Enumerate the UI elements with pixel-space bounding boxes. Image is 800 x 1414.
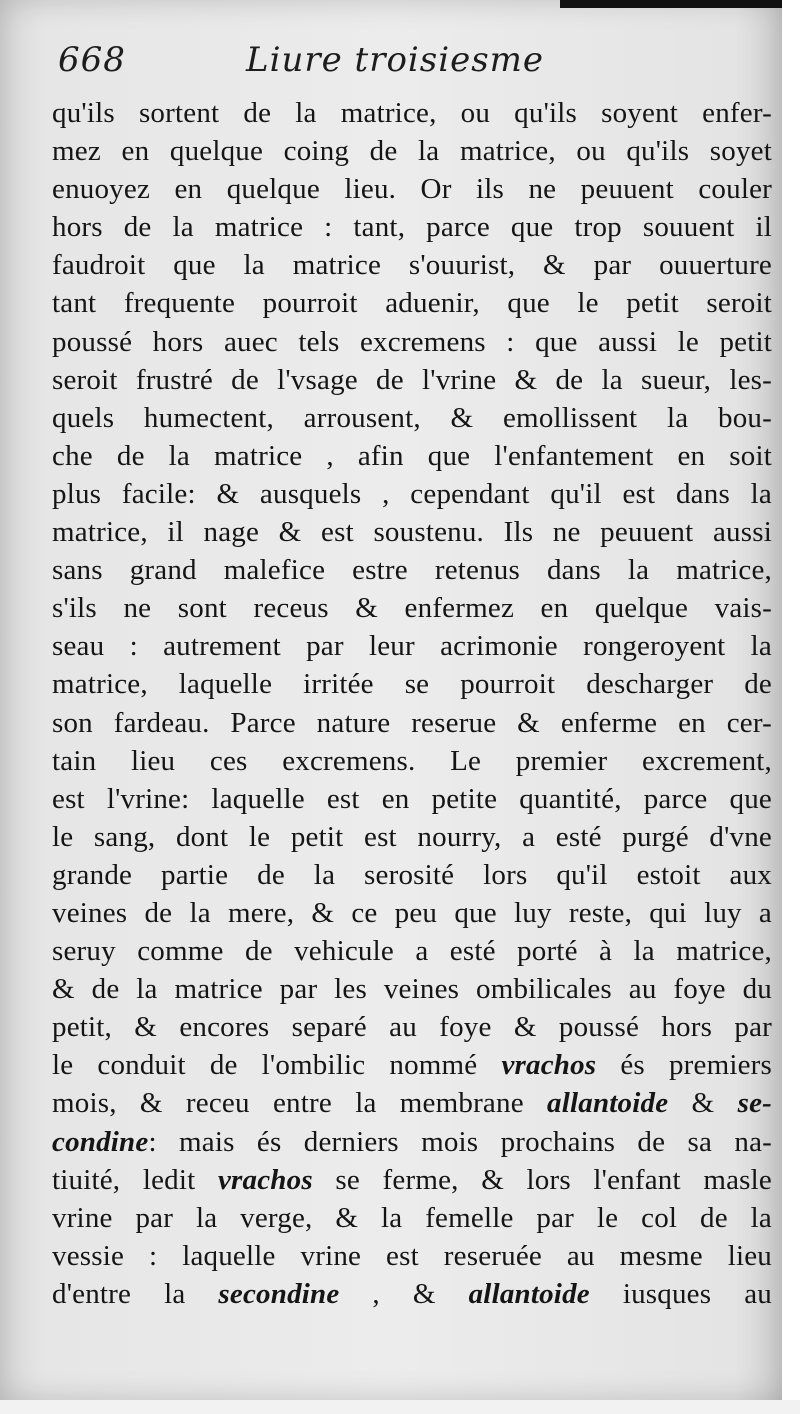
text-line bbox=[52, 1161, 772, 1199]
text-line bbox=[52, 627, 772, 665]
page-header bbox=[58, 40, 758, 88]
italic-term: allantoide bbox=[468, 1277, 590, 1310]
text-segment: sans grand malefice estre retenus dans la matrice, bbox=[52, 554, 772, 587]
text-line bbox=[52, 361, 772, 399]
text-line bbox=[52, 589, 772, 627]
text-line bbox=[52, 970, 772, 1008]
text-segment: se ferme, & lors l'enfant masle bbox=[312, 1163, 772, 1196]
text-segment: seruy comme de vehicule a esté porté à la matrice, bbox=[52, 935, 772, 968]
text-line bbox=[52, 1123, 772, 1161]
scan-edge-bottom bbox=[0, 1400, 800, 1414]
text-segment: & de la matrice par les veines ombilicales au foye du bbox=[52, 973, 772, 1006]
text-segment: seau : autrement par leur acrimonie rongeroyent la bbox=[52, 630, 772, 663]
text-line bbox=[52, 170, 772, 208]
text-line bbox=[52, 208, 772, 246]
page-number: 668 bbox=[58, 40, 126, 80]
text-segment: matrice, laquelle irritée se pourroit descharger de bbox=[52, 668, 772, 701]
italic-term: secondine bbox=[218, 1277, 340, 1310]
italic-term: vrachos bbox=[501, 1049, 597, 1082]
text-line bbox=[52, 284, 772, 322]
text-segment: & bbox=[668, 1087, 738, 1120]
italic-term: se- bbox=[737, 1087, 772, 1120]
text-line bbox=[52, 780, 772, 818]
italic-term: condine bbox=[52, 1125, 149, 1158]
text-line bbox=[52, 94, 772, 132]
text-segment: plus facile: & ausquels , cependant qu'il est dans la bbox=[52, 477, 772, 510]
text-segment: iusques au bbox=[589, 1277, 772, 1310]
text-line bbox=[52, 704, 772, 742]
text-segment: le sang, dont le petit est nourry, a esté purgé d'vne bbox=[52, 820, 772, 853]
text-line bbox=[52, 1199, 772, 1237]
text-segment: és premiers bbox=[596, 1049, 772, 1082]
text-segment: grande partie de la serosité lors qu'il estoit aux bbox=[52, 858, 772, 891]
text-segment: mez en quelque coing de la matrice, ou qu'ils soyet bbox=[52, 135, 772, 168]
text-line bbox=[52, 323, 772, 361]
text-segment: quels humectent, arrousent, & emollissent la bou- bbox=[52, 401, 772, 434]
text-line bbox=[52, 1084, 772, 1122]
text-segment: le conduit de l'ombilic nommé bbox=[52, 1049, 502, 1082]
text-line bbox=[52, 399, 772, 437]
body-text bbox=[52, 94, 772, 1313]
text-segment: veines de la mere, & ce peu que luy reste, qui luy a bbox=[52, 896, 772, 929]
text-segment: vessie : laquelle vrine est reseruée au mesme lieu bbox=[52, 1239, 772, 1272]
text-segment: tain lieu ces excremens. Le premier excrement, bbox=[52, 744, 772, 777]
text-segment: , & bbox=[339, 1277, 469, 1310]
text-line bbox=[52, 1008, 772, 1046]
text-line bbox=[52, 932, 772, 970]
text-segment: son fardeau. Parce nature reserue & enferme en cer- bbox=[52, 706, 772, 739]
text-segment: mois, & receu entre la membrane bbox=[52, 1087, 548, 1120]
text-segment: qu'ils sortent de la matrice, ou qu'ils soyent enfer- bbox=[52, 97, 772, 129]
text-segment: faudroit que la matrice s'ouurist, & par ouuerture bbox=[52, 249, 772, 282]
text-segment: hors de la matrice : tant, parce que trop souuent il bbox=[52, 211, 772, 244]
text-segment: petit, & encores separé au foye & poussé hors par bbox=[52, 1011, 772, 1044]
text-segment: d'entre la bbox=[52, 1277, 219, 1310]
text-segment: enuoyez en quelque lieu. Or ils ne peuuent couler bbox=[52, 173, 772, 206]
text-line bbox=[52, 513, 772, 551]
scan-edge-top bbox=[560, 0, 800, 8]
text-line bbox=[52, 132, 772, 170]
text-line bbox=[52, 665, 772, 703]
italic-term: vrachos bbox=[217, 1163, 313, 1196]
text-line bbox=[52, 818, 772, 856]
text-segment: tiuité, ledit bbox=[52, 1163, 218, 1196]
text-line bbox=[52, 894, 772, 932]
text-line bbox=[52, 246, 772, 284]
text-line bbox=[52, 475, 772, 513]
text-segment: poussé hors auec tels excremens : que aussi le petit bbox=[52, 325, 772, 358]
running-title: Liure troisiesme bbox=[246, 40, 545, 80]
italic-term: allantoide bbox=[547, 1087, 669, 1120]
text-line bbox=[52, 1275, 772, 1313]
text-line bbox=[52, 1046, 772, 1084]
text-line bbox=[52, 437, 772, 475]
text-segment: seroit frustré de l'vsage de l'vrine & de la sueur, les- bbox=[52, 363, 772, 396]
text-line bbox=[52, 742, 772, 780]
text-segment: s'ils ne sont receus & enfermez en quelque vais- bbox=[52, 592, 772, 625]
text-segment: : mais és derniers mois prochains de sa na- bbox=[148, 1125, 772, 1158]
text-line bbox=[52, 856, 772, 894]
text-segment: vrine par la verge, & la femelle par le col de la bbox=[52, 1201, 772, 1234]
text-segment: che de la matrice , afin que l'enfantement en soit bbox=[52, 439, 772, 472]
scan-edge-right bbox=[782, 0, 800, 1414]
text-segment: tant frequente pourroit aduenir, que le petit seroit bbox=[52, 287, 772, 320]
text-segment: est l'vrine: laquelle est en petite quantité, parce que bbox=[52, 782, 772, 815]
text-line bbox=[52, 551, 772, 589]
text-segment: matrice, il nage & est soustenu. Ils ne peuuent aussi bbox=[52, 516, 772, 549]
text-line bbox=[52, 1237, 772, 1275]
